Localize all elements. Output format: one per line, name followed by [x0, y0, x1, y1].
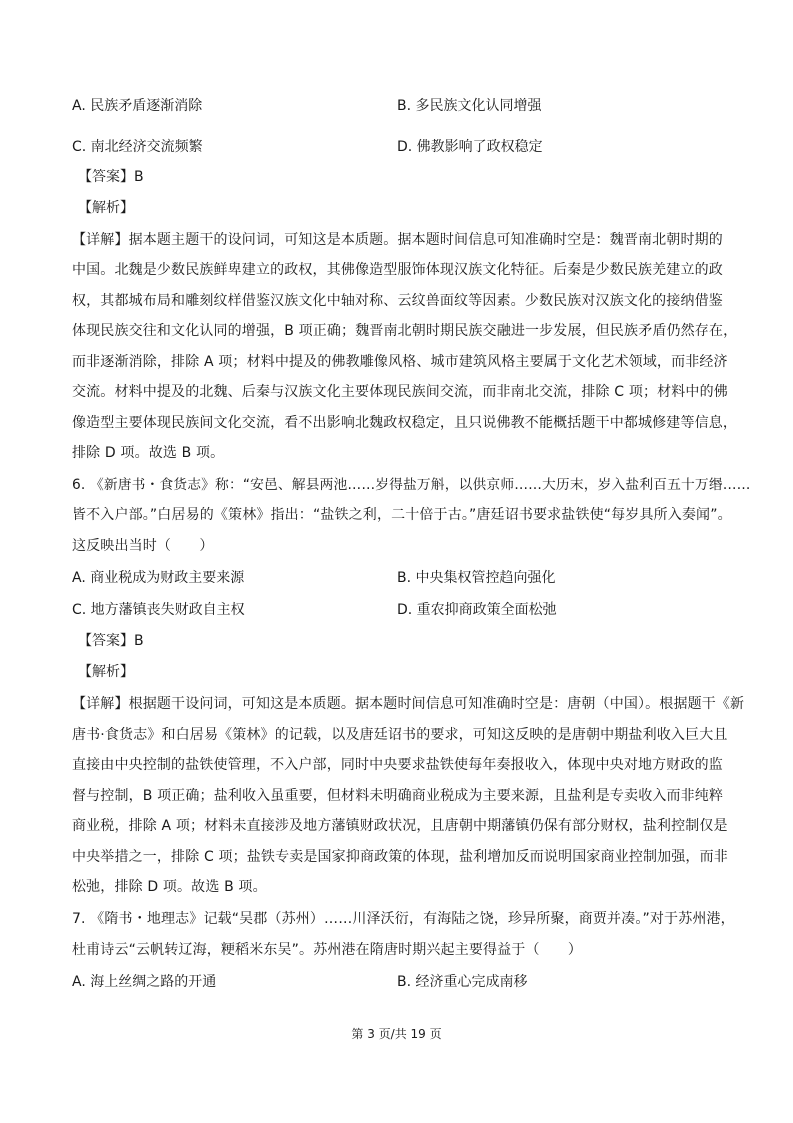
q6-stem-line: 6. 《新唐书・食货志》称：“安邑、解县两池……岁得盐万斛，以供京师……大历末，岁入盐利百五十万缗…… — [72, 477, 751, 493]
q6-detail-line: 松弛，排除 D 项。故选 B 项。 — [72, 879, 267, 895]
q6-detail-line: 唐书·食货志》和白居易《策林》的记载，以及唐廷诏书的要求，可知这反映的是唐朝中期盐利收入巨大且 — [72, 727, 728, 743]
page-number-footer: 第 3 页/共 19 页 — [351, 1027, 442, 1041]
q5-detail-line: 中国。北魏是少数民族鲜卑建立的政权，其佛像造型服饰体现汉族文化特征。后秦是少数民族羌建立的政 — [72, 262, 723, 278]
q6-analysis-label: 【解析】 — [78, 664, 134, 680]
q5-analysis-label: 【解析】 — [78, 200, 134, 216]
q6-stem-line: 皆不入户部。”白居易的《策林》指出：“盐铁之利，二十倍于古。”唐廷诏书要求盐铁使“每岁具所入奏闻”。 — [72, 507, 732, 523]
q6-detail-line: 督与控制，B 项正确；盐利收入虽重要，但材料未明确商业税成为主要来源，且盐利是专卖收入而非纯粹 — [72, 788, 724, 804]
q6-option-b: B. 中央集权管控趋向强化 — [397, 570, 556, 586]
q7-stem-line: 7. 《隋书・地理志》记载“吴郡（苏州）……川泽沃衍，有海陆之饶，珍异所聚，商贾并凑。”对于苏州港， — [72, 911, 735, 927]
q5-detail-line: 排除 D 项。故选 B 项。 — [72, 445, 225, 461]
q6-detail-line: 中央举措之一，排除 C 项；盐铁专卖是国家抑商政策的体现，盐利增加反而说明国家商业控制加强，而非 — [72, 849, 728, 865]
q7-option-b: B. 经济重心完成南移 — [397, 974, 528, 990]
q6-detail-line: 【详解】根据题干设问词，可知这是本质题。据本题时间信息可知准确时空是：唐朝（中国）。根据题干《新 — [72, 696, 745, 712]
q6-detail-line: 商业税，排除 A 项；材料未直接涉及地方藩镇财政状况，且唐朝中期藩镇仍保有部分财权，盐利控制仅是 — [72, 818, 728, 834]
q5-detail-line: 而非逐渐消除，排除 A 项；材料中提及的佛教雕像风格、城市建筑风格主要属于文化艺术领域，而非经济 — [72, 354, 728, 370]
q5-answer: 【答案】B — [78, 169, 144, 185]
q6-option-d: D. 重农抑商政策全面松弛 — [397, 602, 557, 618]
q5-detail-line: 【详解】据本题主题干的设问词，可知这是本质题。据本题时间信息可知准确时空是：魏晋南北朝时期的 — [72, 232, 723, 248]
q5-detail-line: 像造型主要体现民族间文化交流，看不出影响北魏政权稳定，且只说佛教不能概括题干中都城修建等信息， — [72, 415, 738, 431]
q6-option-a: A. 商业税成为财政主要来源 — [72, 570, 245, 586]
q5-option-c: C. 南北经济交流频繁 — [72, 139, 203, 155]
q6-stem-line: 这反映出当时（ ） — [72, 538, 214, 554]
q5-detail-line: 体现民族交往和文化认同的增强，B 项正确；魏晋南北朝时期民族交融进一步发展，但民族矛盾仍然存在， — [72, 323, 738, 339]
q6-detail-line: 直接由中央控制的盐铁使管理，不入户部，同时中央要求盐铁使每年奏报收入，体现中央对地方财政的监 — [72, 757, 723, 773]
q7-option-a: A. 海上丝绸之路的开通 — [72, 974, 217, 990]
q7-stem-line: 杜甫诗云“云帆转辽海，粳稻米东吴”。苏州港在隋唐时期兴起主要得益于（ ） — [72, 942, 583, 958]
q6-answer: 【答案】B — [78, 633, 144, 649]
q5-detail-line: 交流。材料中提及的北魏、后秦与汉族文化主要体现民族间交流，而非南北交流，排除 C 项；材料中的佛 — [72, 384, 728, 400]
q5-option-a: A. 民族矛盾逐渐消除 — [72, 98, 203, 114]
q5-detail-line: 权，其都城布局和雕刻纹样借鉴汉族文化中轴对称、云纹兽面纹等因素。少数民族对汉族文化的接纳借鉴 — [72, 293, 723, 309]
q6-option-c: C. 地方藩镇丧失财政自主权 — [72, 602, 245, 618]
q5-option-d: D. 佛教影响了政权稳定 — [397, 139, 543, 155]
q5-option-b: B. 多民族文化认同增强 — [397, 98, 542, 114]
